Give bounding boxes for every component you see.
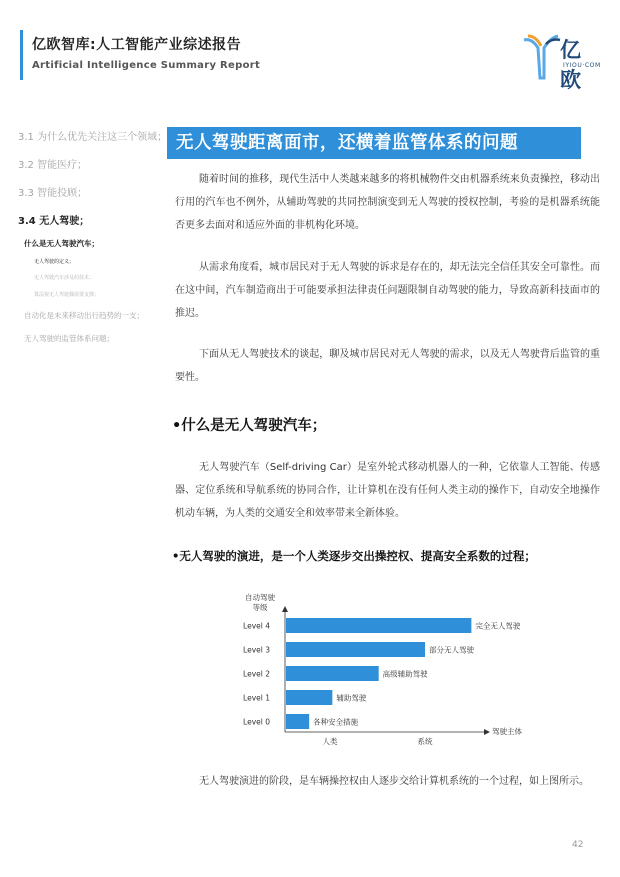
bar-data-label: 高级辅助驾驶 xyxy=(382,669,428,679)
y-axis-title-line2: 等级 xyxy=(252,603,268,612)
definition-paragraph: 无人驾驶汽车（Self-driving Car）是室外轮式移动机器人的一种，它依靠人工智能、传感器、定位系统和导航系统的协同合作，让计算机在没有任何人类主动的操作下，自动安全地操作机动车辆，为人类的交通安全和效率带来全新体验。 xyxy=(175,462,600,519)
page-number: 42 xyxy=(572,840,584,850)
header-accent-bar xyxy=(20,30,23,80)
category-tick-label: Level 4 xyxy=(243,621,270,631)
x-axis-label-human: 人类 xyxy=(322,737,338,746)
bar xyxy=(286,714,309,729)
section-heading: •什么是无人驾驶汽车； xyxy=(172,418,327,434)
category-tick-label: Level 1 xyxy=(243,693,270,703)
y-axis-arrow-icon xyxy=(282,606,288,612)
category-tick-label: Level 2 xyxy=(243,669,270,679)
bar xyxy=(286,642,425,657)
report-title: 亿欧智库:人工智能产业综述报告 xyxy=(32,37,242,53)
toc-subsubitem[interactable]: 算法视无人驾驶偶需要支撑； xyxy=(34,292,100,298)
bar xyxy=(286,666,379,681)
logo-mark-icon xyxy=(522,32,562,80)
bar xyxy=(286,618,471,633)
brand-logo xyxy=(522,30,602,92)
sub-heading: •无人驾驶的演进，是一个人类逐步交出操控权、提高安全系数的过程； xyxy=(172,549,536,563)
toc-subitem-active[interactable]: 什么是无人驾驶汽车； xyxy=(24,239,99,248)
toc-subitem[interactable]: 自动化是未来移动出行趋势的一支； xyxy=(24,311,144,320)
toc-subsubitem[interactable]: 无人驾驶汽车涉及的技术； xyxy=(34,275,95,281)
category-tick-label: Level 0 xyxy=(243,717,270,727)
toc-item-active[interactable]: 3.4 无人驾驶； xyxy=(18,216,90,227)
x-axis-title: 驾驶主体 xyxy=(492,727,522,736)
body-paragraph: 下面从无人驾驶技术的谈起，聊及城市居民对无人驾驶的需求，以及无人驾驶背后监管的重要性。 xyxy=(175,349,600,383)
logo-subtext: IYIOU·COM xyxy=(563,62,601,69)
toc-item[interactable]: 3.2 智能医疗； xyxy=(18,160,88,171)
toc-item[interactable]: 3.1 为什么优先关注这三个领域； xyxy=(18,132,168,143)
toc-item[interactable]: 3.3 智能投顾； xyxy=(18,188,88,199)
category-tick-label: Level 3 xyxy=(243,645,270,655)
bar-data-label: 各种安全措施 xyxy=(313,717,359,727)
body-paragraph: 从需求角度看，城市居民对于无人驾驶的诉求是存在的，却无法完全信任其安全可靠性。而在这中间，汽车制造商出于可能要承担法律责任问题限制自动驾驶的能力，导致高新科技面市的推迟。 xyxy=(175,262,600,319)
toc-subitem[interactable]: 无人驾驶的监管体系问题； xyxy=(24,334,114,343)
bar-data-label: 部分无人驾驶 xyxy=(429,645,475,655)
body-paragraph: 随着时间的推移，现代生活中人类越来越多的将机械物件交由机器系统来负责操控，移动出行用的汽车也不例外，从辅助驾驶的共同控制演变到无人驾驶的授权控制，考验的是机器系统能否更多去面对和适应外面的非机构化环境。 xyxy=(175,174,600,231)
automation-level-chart xyxy=(230,588,540,748)
bar-data-label: 完全无人驾驶 xyxy=(475,621,521,631)
x-axis-label-system: 系统 xyxy=(417,737,433,746)
section-banner: 无人驾驶距离面市，还横着监管体系的问题 xyxy=(167,127,581,159)
bar xyxy=(286,690,332,705)
y-axis-title-line1: 自动驾驶 xyxy=(245,593,275,602)
x-axis-arrow-icon xyxy=(484,729,490,735)
report-subtitle: Artificial Intelligence Summary Report xyxy=(32,60,261,71)
bar-data-label: 辅助驾驶 xyxy=(336,693,367,703)
closing-paragraph: 无人驾驶演进的阶段，是车辆操控权由人逐步交给计算机系统的一个过程，如上图所示。 xyxy=(199,776,589,787)
logo-text: 亿欧 xyxy=(560,38,582,92)
toc-subsubitem-active[interactable]: 无人驾驶的定义； xyxy=(34,259,75,265)
